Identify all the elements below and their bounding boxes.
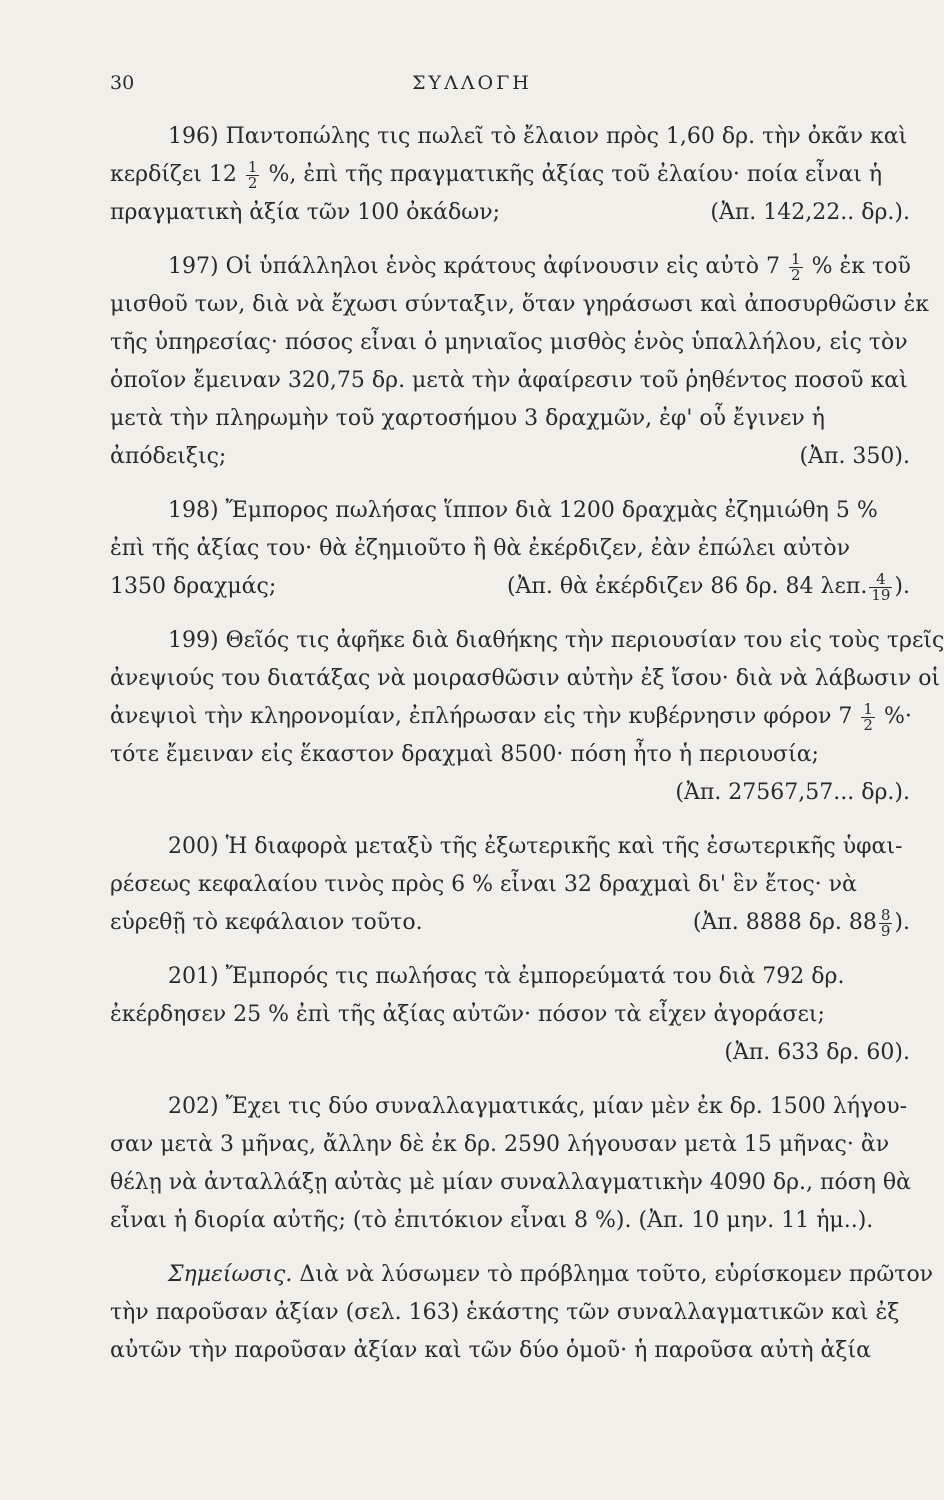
fraction: $\frac{4}{19}$: [871, 569, 891, 604]
problem-number: 199): [168, 628, 219, 653]
text-line: ἀνεψιοὶ τὴν κληρονομίαν, ἐπλήρωσαν εἰς τὴν κυβέρνησιν φόρον 7: [110, 704, 853, 729]
problem-number: 198): [168, 498, 219, 523]
problem-201: [110, 958, 910, 1072]
text-line: Ἔχει τις δύο συναλλαγματικάς, μίαν μὲν ἐκ δρ. 1500 λήγου-: [225, 1094, 908, 1119]
problem-199: [110, 622, 944, 812]
answer: (Ἀπ. 27567,57... δρ.).: [675, 780, 910, 805]
problem-number: 201): [168, 964, 219, 989]
page-body: [110, 118, 944, 1386]
answer: (Ἀπ. θὰ ἐκέρδιζεν 86 δρ. 84 λεπ. $\frac{4}{19}$ ).: [506, 569, 910, 604]
text-line: τότε ἔμειναν εἰς ἕκαστον δραχμαὶ 8500· πόση ἦτο ἡ περιουσία;: [110, 742, 819, 767]
note-label: Σημείωσις.: [168, 1262, 293, 1287]
text-line: θέλῃ νὰ ἀνταλλάξῃ αὐτὰς μὲ μίαν συναλλαγματικὴν 4090 δρ., πόση θὰ: [110, 1170, 911, 1195]
answer: (Ἀπ. 633 δρ. 60).: [724, 1040, 910, 1065]
text-line: ἀπόδειξις;: [110, 444, 227, 469]
text-line: τῆς ὑπηρεσίας· πόσος εἶναι ὁ μηνιαῖος μισθὸς ἑνὸς ὑπαλλήλου, εἰς τὸν: [110, 330, 908, 355]
running-head: ΣΥΛΛΟΓΗ: [412, 72, 532, 94]
answer: (Ἀπ. 8888 δρ. 88 $\frac{8}{9}$ ).: [692, 905, 910, 940]
fraction: $\frac{1}{2}$: [863, 699, 873, 734]
text-line: κερδίζει 12: [110, 162, 237, 187]
answer: (Ἀπ. 350).: [799, 444, 910, 469]
note: [110, 1256, 934, 1370]
text-line: εἶναι ἡ διορία αὐτῆς; (τὸ ἐπιτόκιον εἶναι 8 %). (Ἀπ. 10 μην. 11 ἡμ..).: [110, 1208, 874, 1233]
text-line: Ἡ διαφορὰ μεταξὺ τῆς ἐξωτερικῆς καὶ τῆς ἐσωτερικῆς ὑφαι-: [225, 834, 903, 859]
text-line: αὐτῶν τὴν παροῦσαν ἀξίαν καὶ τῶν δύο ὁμοῦ· ἡ παροῦσα αὐτὴ ἀξία: [110, 1338, 872, 1363]
fraction: $\frac{8}{9}$: [880, 905, 891, 940]
text-line: % ἐκ τοῦ: [811, 254, 911, 279]
text-line: ἀνεψιούς του διατάξας νὰ μοιρασθῶσιν αὐτὴν ἐξ ἴσου· διὰ νὰ λάβωσιν οἱ: [110, 666, 941, 691]
text-line: Παντοπώλης τις πωλεῖ τὸ ἔλαιον πρὸς 1,60 δρ. τὴν ὀκᾶν καὶ: [225, 124, 908, 149]
text-line: πραγματικὴ ἀξία τῶν 100 ὀκάδων;: [110, 200, 501, 225]
text-line: σαν μετὰ 3 μῆνας, ἄλλην δὲ ἐκ δρ. 2590 λήγουσαν μετὰ 15 μῆνας· ἂν: [110, 1132, 890, 1157]
problem-198: [110, 492, 910, 606]
problem-number: 202): [168, 1094, 219, 1119]
text-line: Διὰ νὰ λύσωμεν τὸ πρόβλημα τοῦτο, εὑρίσκομεν πρῶτον: [299, 1262, 934, 1287]
page-number: 30: [110, 72, 135, 94]
fraction: $\frac{1}{2}$: [791, 249, 801, 284]
problem-number: 200): [168, 834, 219, 859]
text-line: Θεῖός τις ἀφῆκε διὰ διαθήκης τὴν περιουσίαν του εἰς τοὺς τρεῖς: [225, 628, 944, 653]
page-header: [0, 72, 944, 102]
problem-197: [110, 248, 930, 476]
text-line: μετὰ τὴν πληρωμὴν τοῦ χαρτοσήμου 3 δραχμῶν, ἐφ' οὗ ἔγινεν ἡ: [110, 406, 825, 431]
text-line: 1350 δραχμάς;: [110, 574, 277, 599]
text-line: ἐπὶ τῆς ἀξίας του· θὰ ἐζημιοῦτο ἢ θὰ ἐκέρδιζεν, ἐὰν ἐπώλει αὐτὸν: [110, 536, 850, 561]
text-line: εὑρεθῇ τὸ κεφάλαιον τοῦτο.: [110, 910, 423, 935]
text-line: %·: [883, 704, 912, 729]
text-line: Οἱ ὑπάλληλοι ἑνὸς κράτους ἀφίνουσιν εἰς αὐτὸ 7: [225, 254, 781, 279]
text-line: τὴν παροῦσαν ἀξίαν (σελ. 163) ἑκάστης τῶν συναλλαγματικῶν καὶ ἐξ: [110, 1300, 900, 1325]
problem-196: [110, 118, 910, 232]
problem-number: 197): [168, 254, 219, 279]
fraction: $\frac{1}{2}$: [247, 157, 258, 192]
text-line: μισθοῦ των, διὰ νὰ ἔχωσι σύνταξιν, ὅταν γηράσωσι καὶ ἀποσυρθῶσιν ἐκ: [110, 292, 930, 317]
problem-202: [110, 1088, 910, 1240]
problem-number: 196): [168, 124, 219, 149]
answer: (Ἀπ. 142,22.. δρ.).: [710, 200, 910, 225]
text-line: ὁποῖον ἔμειναν 320,75 δρ. μετὰ τὴν ἀφαίρεσιν τοῦ ῥηθέντος ποσοῦ καὶ: [110, 368, 908, 393]
text-line: ἐκέρδησεν 25 % ἐπὶ τῆς ἀξίας αὐτῶν· πόσον τὰ εἶχεν ἀγοράσει;: [110, 1002, 825, 1027]
text-line: Ἔμπορος πωλήσας ἵππον διὰ 1200 δραχμὰς ἐζημιώθη 5 %: [225, 498, 878, 523]
text-line: ρέσεως κεφαλαίου τινὸς πρὸς 6 % εἶναι 32 δραχμαὶ δι' ἓν ἔτος· νὰ: [110, 872, 857, 897]
text-line: %, ἐπὶ τῆς πραγματικῆς ἀξίας τοῦ ἐλαίου· ποία εἶναι ἡ: [268, 162, 883, 187]
text-line: Ἔμπορός τις πωλήσας τὰ ἐμπορεύματά του διὰ 792 δρ.: [225, 964, 845, 989]
problem-200: [110, 828, 910, 942]
